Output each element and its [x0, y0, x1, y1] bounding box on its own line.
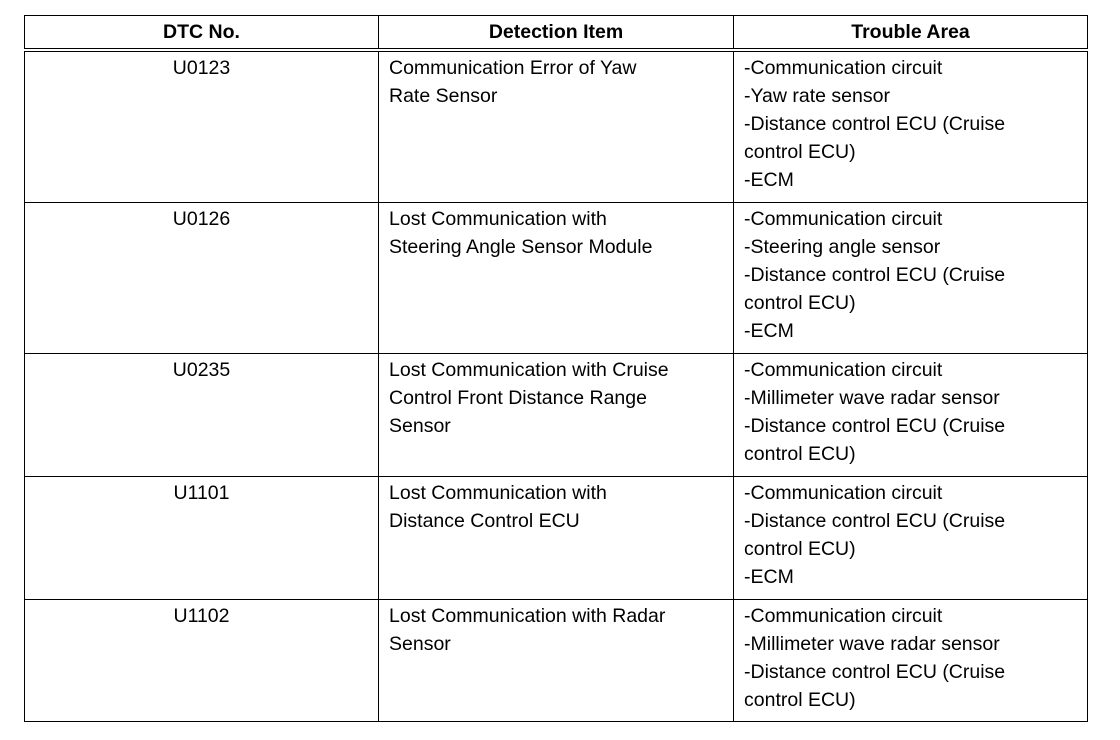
- detection-item-line: Rate Sensor: [389, 85, 498, 107]
- detection-item-cell: [379, 477, 734, 600]
- trouble-area-line: -Communication circuit: [744, 605, 943, 627]
- header-detection-item: Detection Item: [379, 16, 734, 51]
- trouble-area-line: control ECU): [744, 689, 856, 711]
- trouble-area-line: -Communication circuit: [744, 359, 943, 381]
- detection-item-line: Sensor: [389, 633, 451, 655]
- detection-item-cell: [379, 600, 734, 722]
- detection-item-line: Steering Angle Sensor Module: [389, 236, 653, 258]
- trouble-area-cell: [734, 50, 1088, 203]
- trouble-area-line: -ECM: [744, 566, 794, 588]
- dtc-code-cell: U0123: [25, 50, 379, 203]
- trouble-area-line: -Communication circuit: [744, 57, 943, 79]
- trouble-area-line: -Distance control ECU (Cruise: [744, 661, 1006, 683]
- dtc-code-cell: U1101: [25, 477, 379, 600]
- trouble-area-cell: [734, 600, 1088, 722]
- dtc-code-cell: U0126: [25, 203, 379, 354]
- dtc-code-cell: U1102: [25, 600, 379, 722]
- trouble-area-line: control ECU): [744, 443, 856, 465]
- detection-item-line: Control Front Distance Range: [389, 387, 647, 409]
- detection-item-line: Sensor: [389, 415, 451, 437]
- dtc-code-cell: U0235: [25, 354, 379, 477]
- trouble-area-line: -Distance control ECU (Cruise: [744, 264, 1006, 286]
- trouble-area-cell: [734, 354, 1088, 477]
- trouble-area-line: -Communication circuit: [744, 208, 943, 230]
- table-row: [25, 50, 1088, 203]
- trouble-area-line: control ECU): [744, 292, 856, 314]
- trouble-area-line: -Millimeter wave radar sensor: [744, 387, 1000, 409]
- detection-item-line: Lost Communication with: [389, 482, 607, 504]
- trouble-area-cell: [734, 477, 1088, 600]
- trouble-area-line: -Distance control ECU (Cruise: [744, 113, 1006, 135]
- trouble-area-line: -Yaw rate sensor: [744, 85, 890, 107]
- detection-item-cell: [379, 50, 734, 203]
- detection-item-cell: [379, 354, 734, 477]
- trouble-area-line: -Distance control ECU (Cruise: [744, 415, 1006, 437]
- trouble-area-cell: [734, 203, 1088, 354]
- header-dtc-no: DTC No.: [25, 16, 379, 51]
- header-trouble-area: Trouble Area: [734, 16, 1088, 51]
- trouble-area-line: -Distance control ECU (Cruise: [744, 510, 1006, 532]
- detection-item-line: Lost Communication with: [389, 208, 607, 230]
- dtc-table: [24, 15, 1088, 722]
- trouble-area-line: control ECU): [744, 141, 856, 163]
- table-row: [25, 600, 1088, 722]
- table-row: [25, 477, 1088, 600]
- trouble-area-line: -Communication circuit: [744, 482, 943, 504]
- header-row: [25, 16, 1088, 51]
- trouble-area-line: -Millimeter wave radar sensor: [744, 633, 1000, 655]
- detection-item-line: Communication Error of Yaw: [389, 57, 637, 79]
- table-row: [25, 354, 1088, 477]
- detection-item-line: Distance Control ECU: [389, 510, 580, 532]
- table-row: [25, 203, 1088, 354]
- trouble-area-line: -Steering angle sensor: [744, 236, 941, 258]
- trouble-area-line: -ECM: [744, 169, 794, 191]
- trouble-area-line: control ECU): [744, 538, 856, 560]
- detection-item-line: Lost Communication with Cruise: [389, 359, 669, 381]
- table-body: [25, 50, 1088, 722]
- table-header: [25, 16, 1088, 51]
- detection-item-line: Lost Communication with Radar: [389, 605, 666, 627]
- trouble-area-line: -ECM: [744, 320, 794, 342]
- detection-item-cell: [379, 203, 734, 354]
